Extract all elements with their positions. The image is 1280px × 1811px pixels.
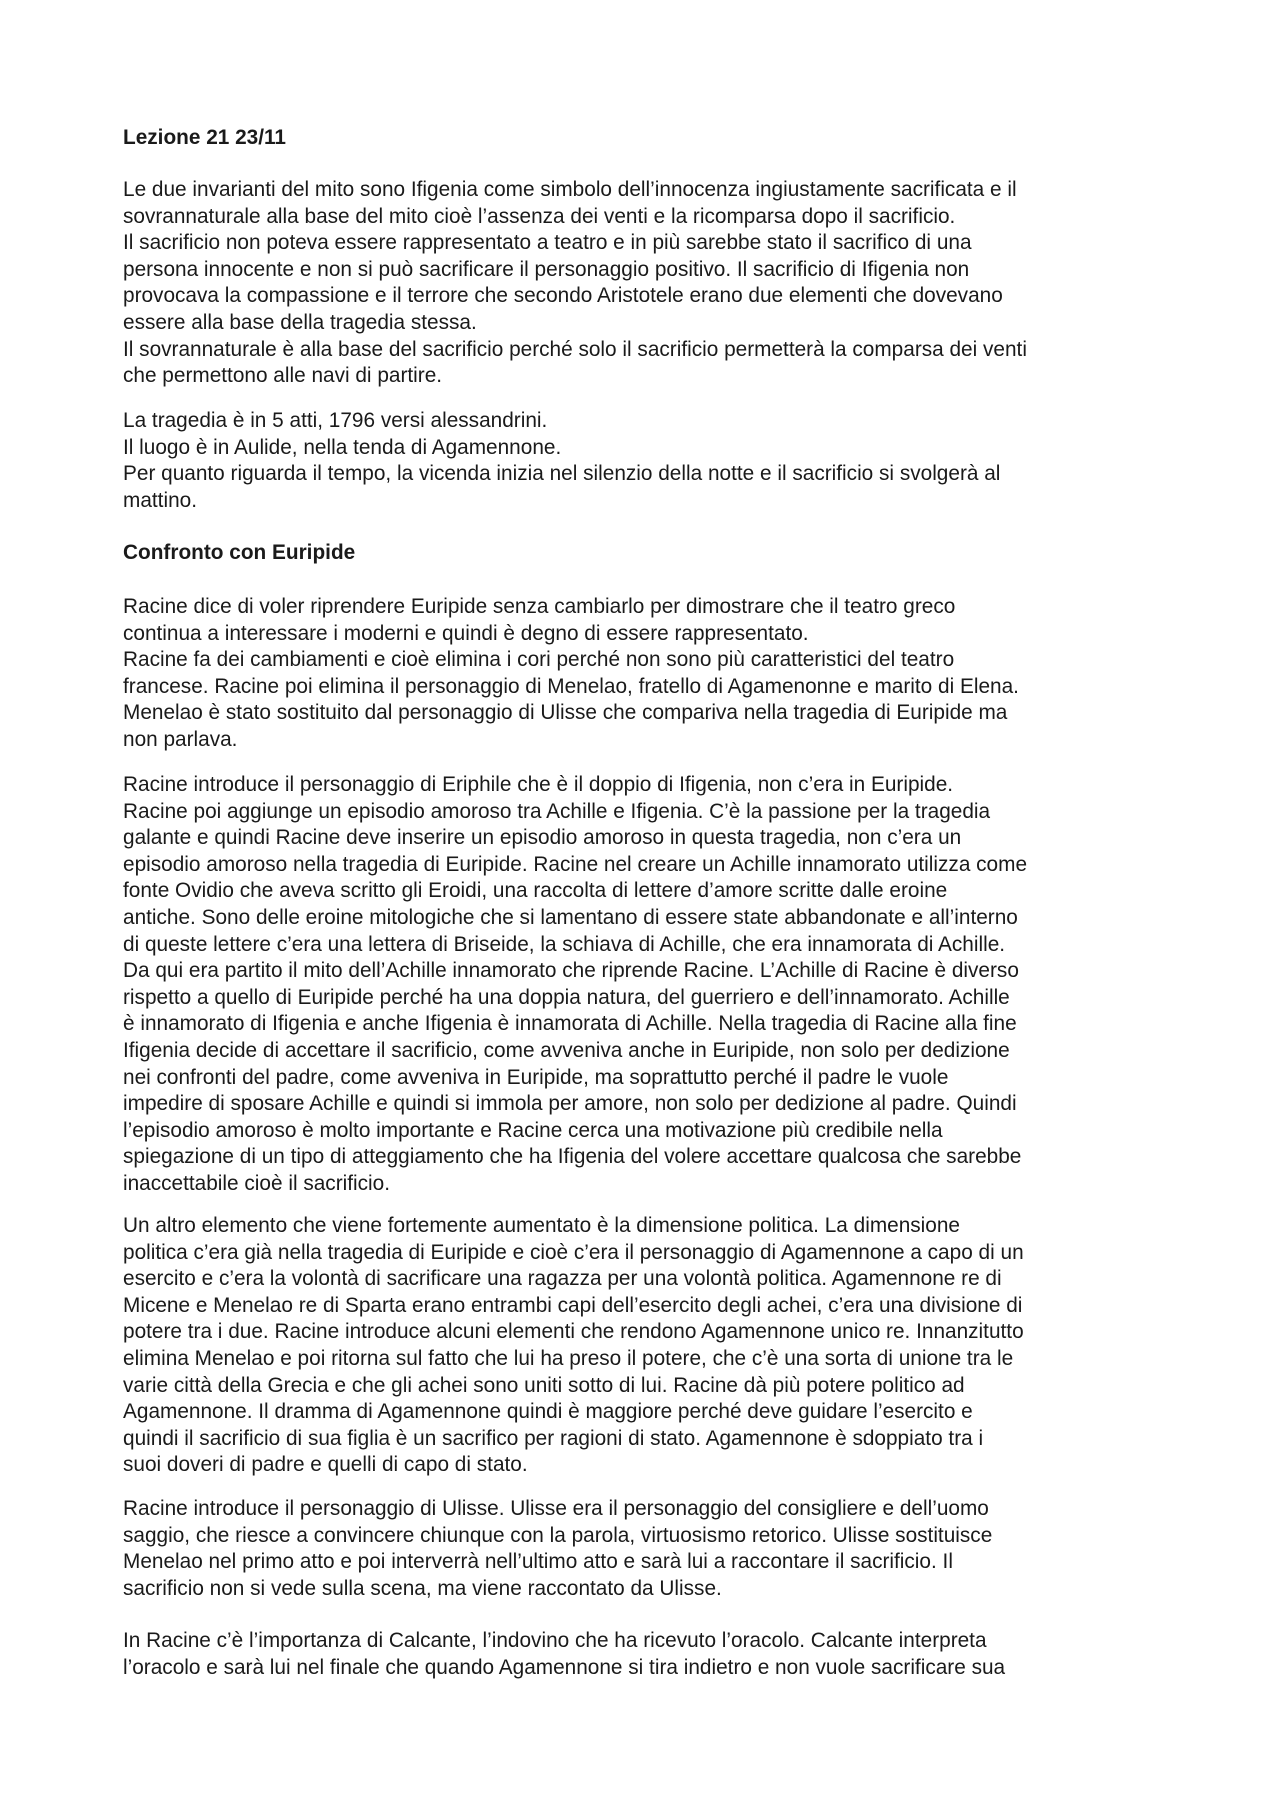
text-line: politica c’era già nella tragedia di Euripide e cioè c’era il personaggio di Agamennone a capo di un xyxy=(123,1240,1024,1264)
text-line: l’episodio amoroso è molto importante e Racine cerca una motivazione più credibile nella xyxy=(123,1118,943,1142)
paragraph-racine-euripide xyxy=(123,594,1019,754)
paragraph-eriphile xyxy=(123,772,1027,1198)
text-line: Racine fa dei cambiamenti e cioè elimina i cori perché non sono più caratteristici del teatro xyxy=(123,648,955,672)
text-line: saggio, che riesce a convincere chiunque con la parola, virtuosismo retorico. Ulisse sostituisce xyxy=(123,1523,993,1547)
text-line: francese. Racine poi elimina il personaggio di Menelao, fratello di Agamenonne e marito di Elena. xyxy=(123,674,1019,698)
text-line: antiche. Sono delle eroine mitologiche che si lamentano di essere state abbandonate e all’interno xyxy=(123,905,1018,929)
section-heading-confronto: Confronto con Euripide xyxy=(123,541,356,564)
text-line: elimina Menelao e poi ritorna sul fatto che lui ha preso il potere, che c’è una sorta di unione tra le xyxy=(123,1346,1014,1370)
text-line: di queste lettere c’era una lettera di Briseide, la schiava di Achille, che era innamorata di Achille. xyxy=(123,932,1006,956)
paragraph-intro xyxy=(123,177,1027,390)
text-line: nei confronti del padre, come avveniva in Euripide, ma soprattutto perché il padre le vuole xyxy=(123,1065,949,1089)
text-line: Da qui era partito il mito dell’Achille innamorato che riprende Racine. L’Achille di Racine è diverso xyxy=(123,959,1019,983)
text-line: essere alla base della tragedia stessa. xyxy=(123,310,477,334)
paragraph-calcante xyxy=(123,1628,1005,1681)
text-line: quindi il sacrificio di sua figlia è un sacrifico per ragioni di stato. Agamennone è sdoppiato tra i xyxy=(123,1426,984,1450)
paragraph-politica xyxy=(123,1213,1024,1479)
text-line: continua a interessare i moderni e quindi è degno di essere rappresentato. xyxy=(123,621,809,645)
text-line: l’oracolo e sarà lui nel finale che quando Agamennone si tira indietro e non vuole sacrificare sua xyxy=(123,1655,1006,1679)
text-line: Il sovrannaturale è alla base del sacrificio perché solo il sacrificio permetterà la comparsa dei venti xyxy=(123,337,1027,361)
text-line: Micene e Menelao re di Sparta erano entrambi capi dell’esercito degli achei, c’era una divisione di xyxy=(123,1293,1023,1317)
text-line: Ifigenia decide di accettare il sacrificio, come avveniva anche in Euripide, non solo per dedizione xyxy=(123,1038,1010,1062)
text-line: suoi doveri di padre e quelli di capo di stato. xyxy=(123,1453,528,1477)
text-line: In Racine c’è l’importanza di Calcante, l’indovino che ha ricevuto l’oracolo. Calcante interpreta xyxy=(123,1629,987,1652)
lesson-heading: Lezione 21 23/11 xyxy=(123,126,287,149)
text-line: rispetto a quello di Euripide perché ha una doppia natura, del guerriero e dell’innamorato. Achille xyxy=(123,985,1010,1009)
text-line: spiegazione di un tipo di atteggiamento che ha Ifigenia del volere accettare qualcosa che sarebbe xyxy=(123,1145,1022,1169)
text-line: Il luogo è in Aulide, nella tenda di Agamennone. xyxy=(123,435,562,459)
text-line: Le due invarianti del mito sono Ifigenia come simbolo dell’innocenza ingiustamente sacrificata e il xyxy=(123,178,1017,201)
text-line: sovrannaturale alla base del mito cioè l’assenza dei venti e la ricomparsa dopo il sacrificio. xyxy=(123,204,956,228)
text-line: Agamennone. Il dramma di Agamennone quindi è maggiore perché deve guidare l’esercito e xyxy=(123,1400,973,1424)
text-line: impedire di sposare Achille e quindi si immola per amore, non solo per dedizione al padre. Quindi xyxy=(123,1092,1017,1116)
text-line: Racine introduce il personaggio di Eriphile che è il doppio di Ifigenia, non c’era in Euripide. xyxy=(123,773,954,796)
text-line: episodio amoroso nella tragedia di Euripide. Racine nel creare un Achille innamorato utilizza come xyxy=(123,852,1028,876)
text-line: provocava la compassione e il terrore che secondo Aristotele erano due elementi che dovevano xyxy=(123,284,1003,308)
text-line: che permettono alle navi di partire. xyxy=(123,364,443,388)
text-line: mattino. xyxy=(123,488,197,512)
text-line: Un altro elemento che viene fortemente aumentato è la dimensione politica. La dimensione xyxy=(123,1214,960,1237)
text-line: varie città della Grecia e che gli achei sono uniti sotto di lui. Racine dà più potere politico ad xyxy=(123,1373,965,1397)
text-line: Menelao è stato sostituito dal personaggio di Ulisse che compariva nella tragedia di Euripide ma xyxy=(123,701,1008,725)
text-line: esercito e c’era la volontà di sacrificare una ragazza per una volontà politica. Agamennone re di xyxy=(123,1267,1002,1291)
text-line: Per quanto riguarda il tempo, la vicenda inizia nel silenzio della notte e il sacrificio si svolgerà al xyxy=(123,462,1001,486)
text-line: Il sacrificio non poteva essere rappresentato a teatro e in più sarebbe stato il sacrifico di una xyxy=(123,231,972,255)
text-line: Racine dice di voler riprendere Euripide senza cambiarlo per dimostrare che il teatro greco xyxy=(123,595,956,618)
text-line: inaccettabile cioè il sacrificio. xyxy=(123,1171,391,1195)
text-line: non parlava. xyxy=(123,727,238,751)
text-line: Racine introduce il personaggio di Ulisse. Ulisse era il personaggio del consigliere e dell’uomo xyxy=(123,1497,989,1520)
text-line: La tragedia è in 5 atti, 1796 versi alessandrini. xyxy=(123,409,548,432)
text-line: persona innocente e non si può sacrificare il personaggio positivo. Il sacrificio di Ifigenia non xyxy=(123,257,970,281)
paragraph-ulisse xyxy=(123,1496,992,1602)
text-line: sacrificio non si vede sulla scena, ma viene raccontato da Ulisse. xyxy=(123,1576,722,1600)
text-line: Racine poi aggiunge un episodio amoroso tra Achille e Ifigenia. C’è la passione per la tragedia xyxy=(123,799,991,823)
text-line: fonte Ovidio che aveva scritto gli Eroidi, una raccolta di lettere d’amore scritte dalle eroine xyxy=(123,879,948,903)
text-line: Menelao nel primo atto e poi interverrà nell’ultimo atto e sarà lui a raccontare il sacrificio. Il xyxy=(123,1550,953,1574)
paragraph-facts xyxy=(123,408,1000,514)
text-line: galante e quindi Racine deve inserire un episodio amoroso in questa tragedia, non c’era un xyxy=(123,826,962,850)
text-line: è innamorato di Ifigenia e anche Ifigenia è innamorata di Achille. Nella tragedia di Racine alla fine xyxy=(123,1012,1017,1036)
text-line: potere tra i due. Racine introduce alcuni elementi che rendono Agamennone unico re. Innanzitutto xyxy=(123,1320,1024,1344)
